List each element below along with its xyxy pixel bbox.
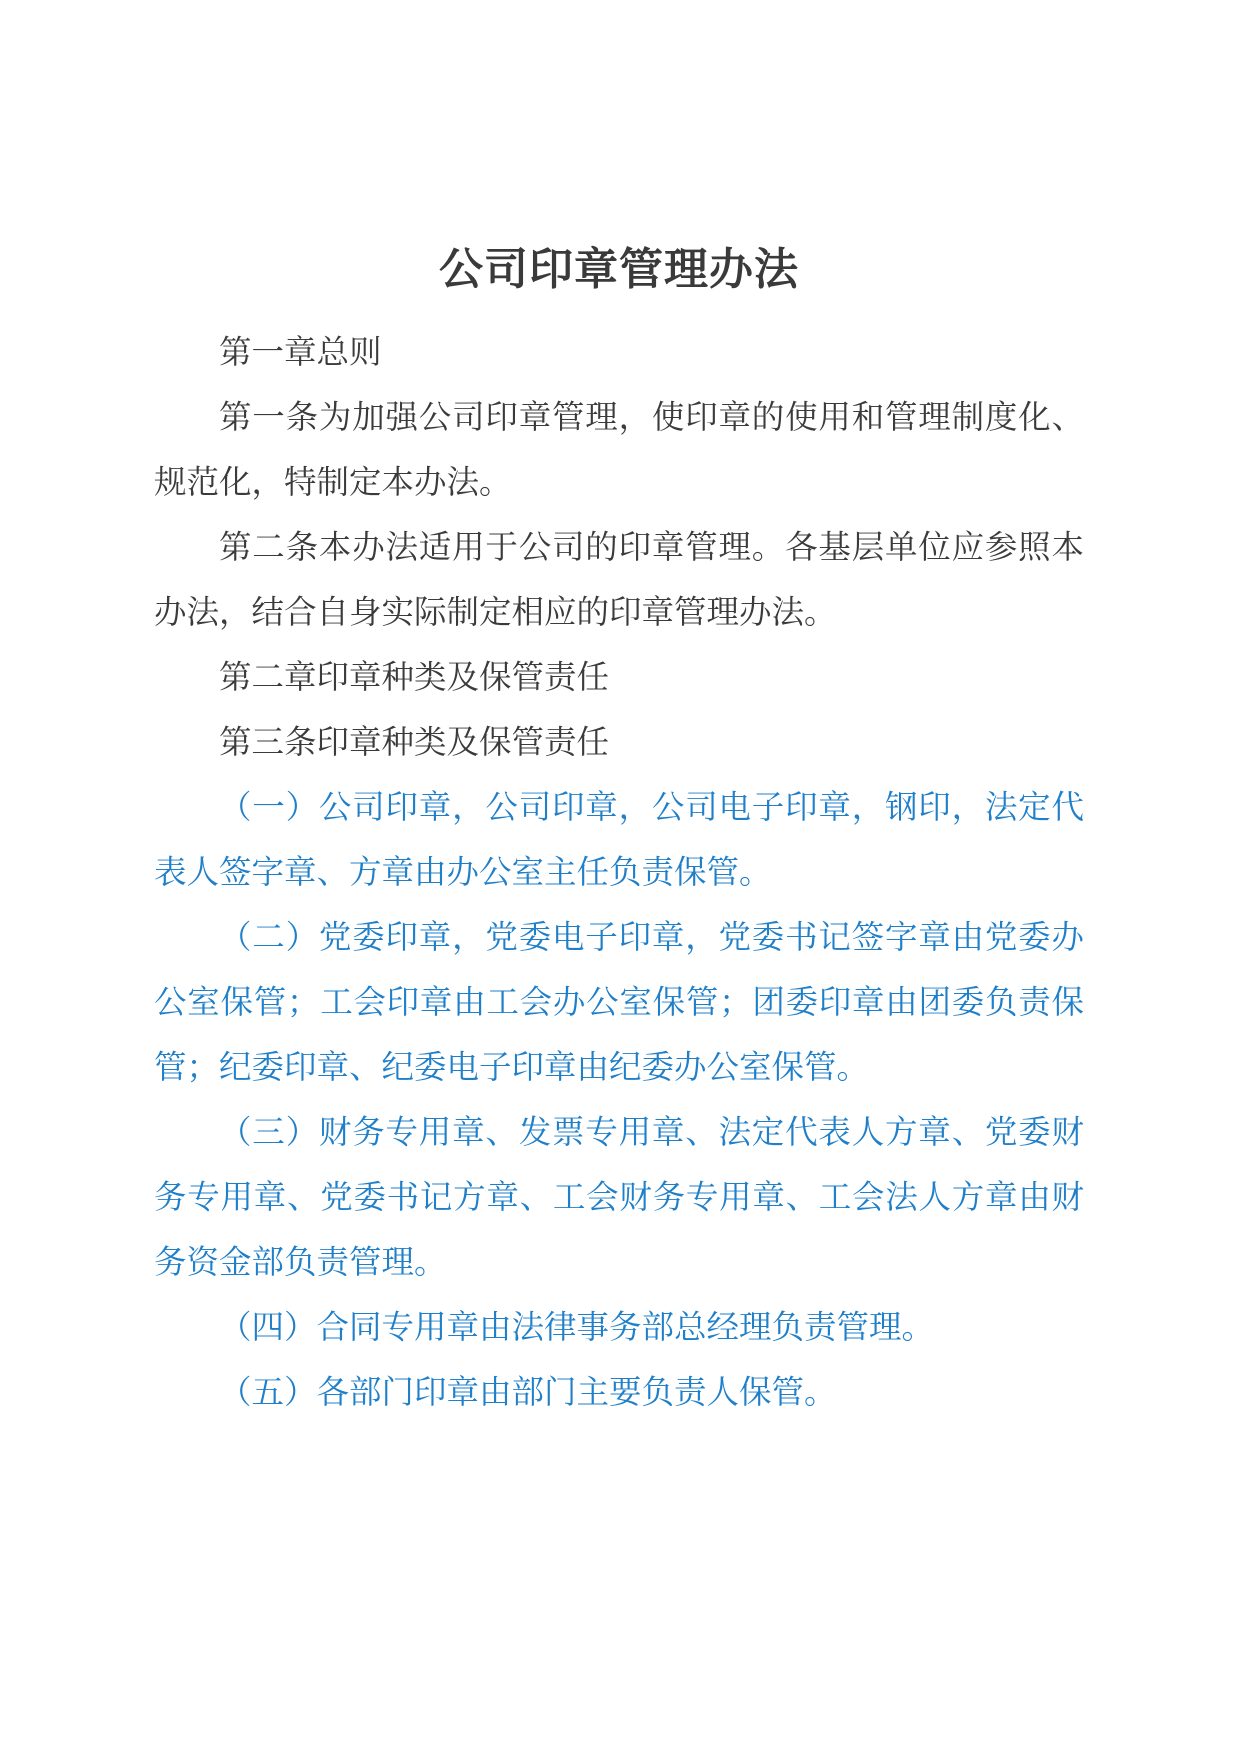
article-2: 第二条本办法适用于公司的印章管理。各基层单位应参照本办法，结合自身实际制定相应的印章管理办法。 (154, 528, 1084, 631)
document-title: 公司印章管理办法 (439, 244, 799, 295)
article-3-item-2: （二）党委印章，党委电子印章，党委书记签字章由党委办公室保管；工会印章由工会办公室保管；团委印章由团委负责保管；纪委印章、纪委电子印章由纪委办公室保管。 (154, 918, 1084, 1086)
article-3-item-3: （三）财务专用章、发票专用章、法定代表人方章、党委财务专用章、党委书记方章、工会财务专用章、工会法人方章由财务资金部负责管理。 (154, 1113, 1084, 1281)
article-3-item-5: （五）各部门印章由部门主要负责人保管。 (219, 1373, 837, 1411)
article-1: 第一条为加强公司印章管理，使印章的使用和管理制度化、规范化，特制定本办法。 (154, 398, 1084, 501)
article-3-item-1: （一）公司印章，公司印章，公司电子印章，钢印，法定代表人签字章、方章由办公室主任负责保管。 (154, 788, 1084, 891)
document-page (154, 240, 1084, 1425)
chapter-1-heading: 第一章总则 (219, 333, 382, 371)
article-3: 第三条印章种类及保管责任 (219, 723, 610, 761)
article-3-item-4: （四）合同专用章由法律事务部总经理负责管理。 (219, 1308, 935, 1346)
chapter-2-heading: 第二章印章种类及保管责任 (219, 658, 610, 696)
